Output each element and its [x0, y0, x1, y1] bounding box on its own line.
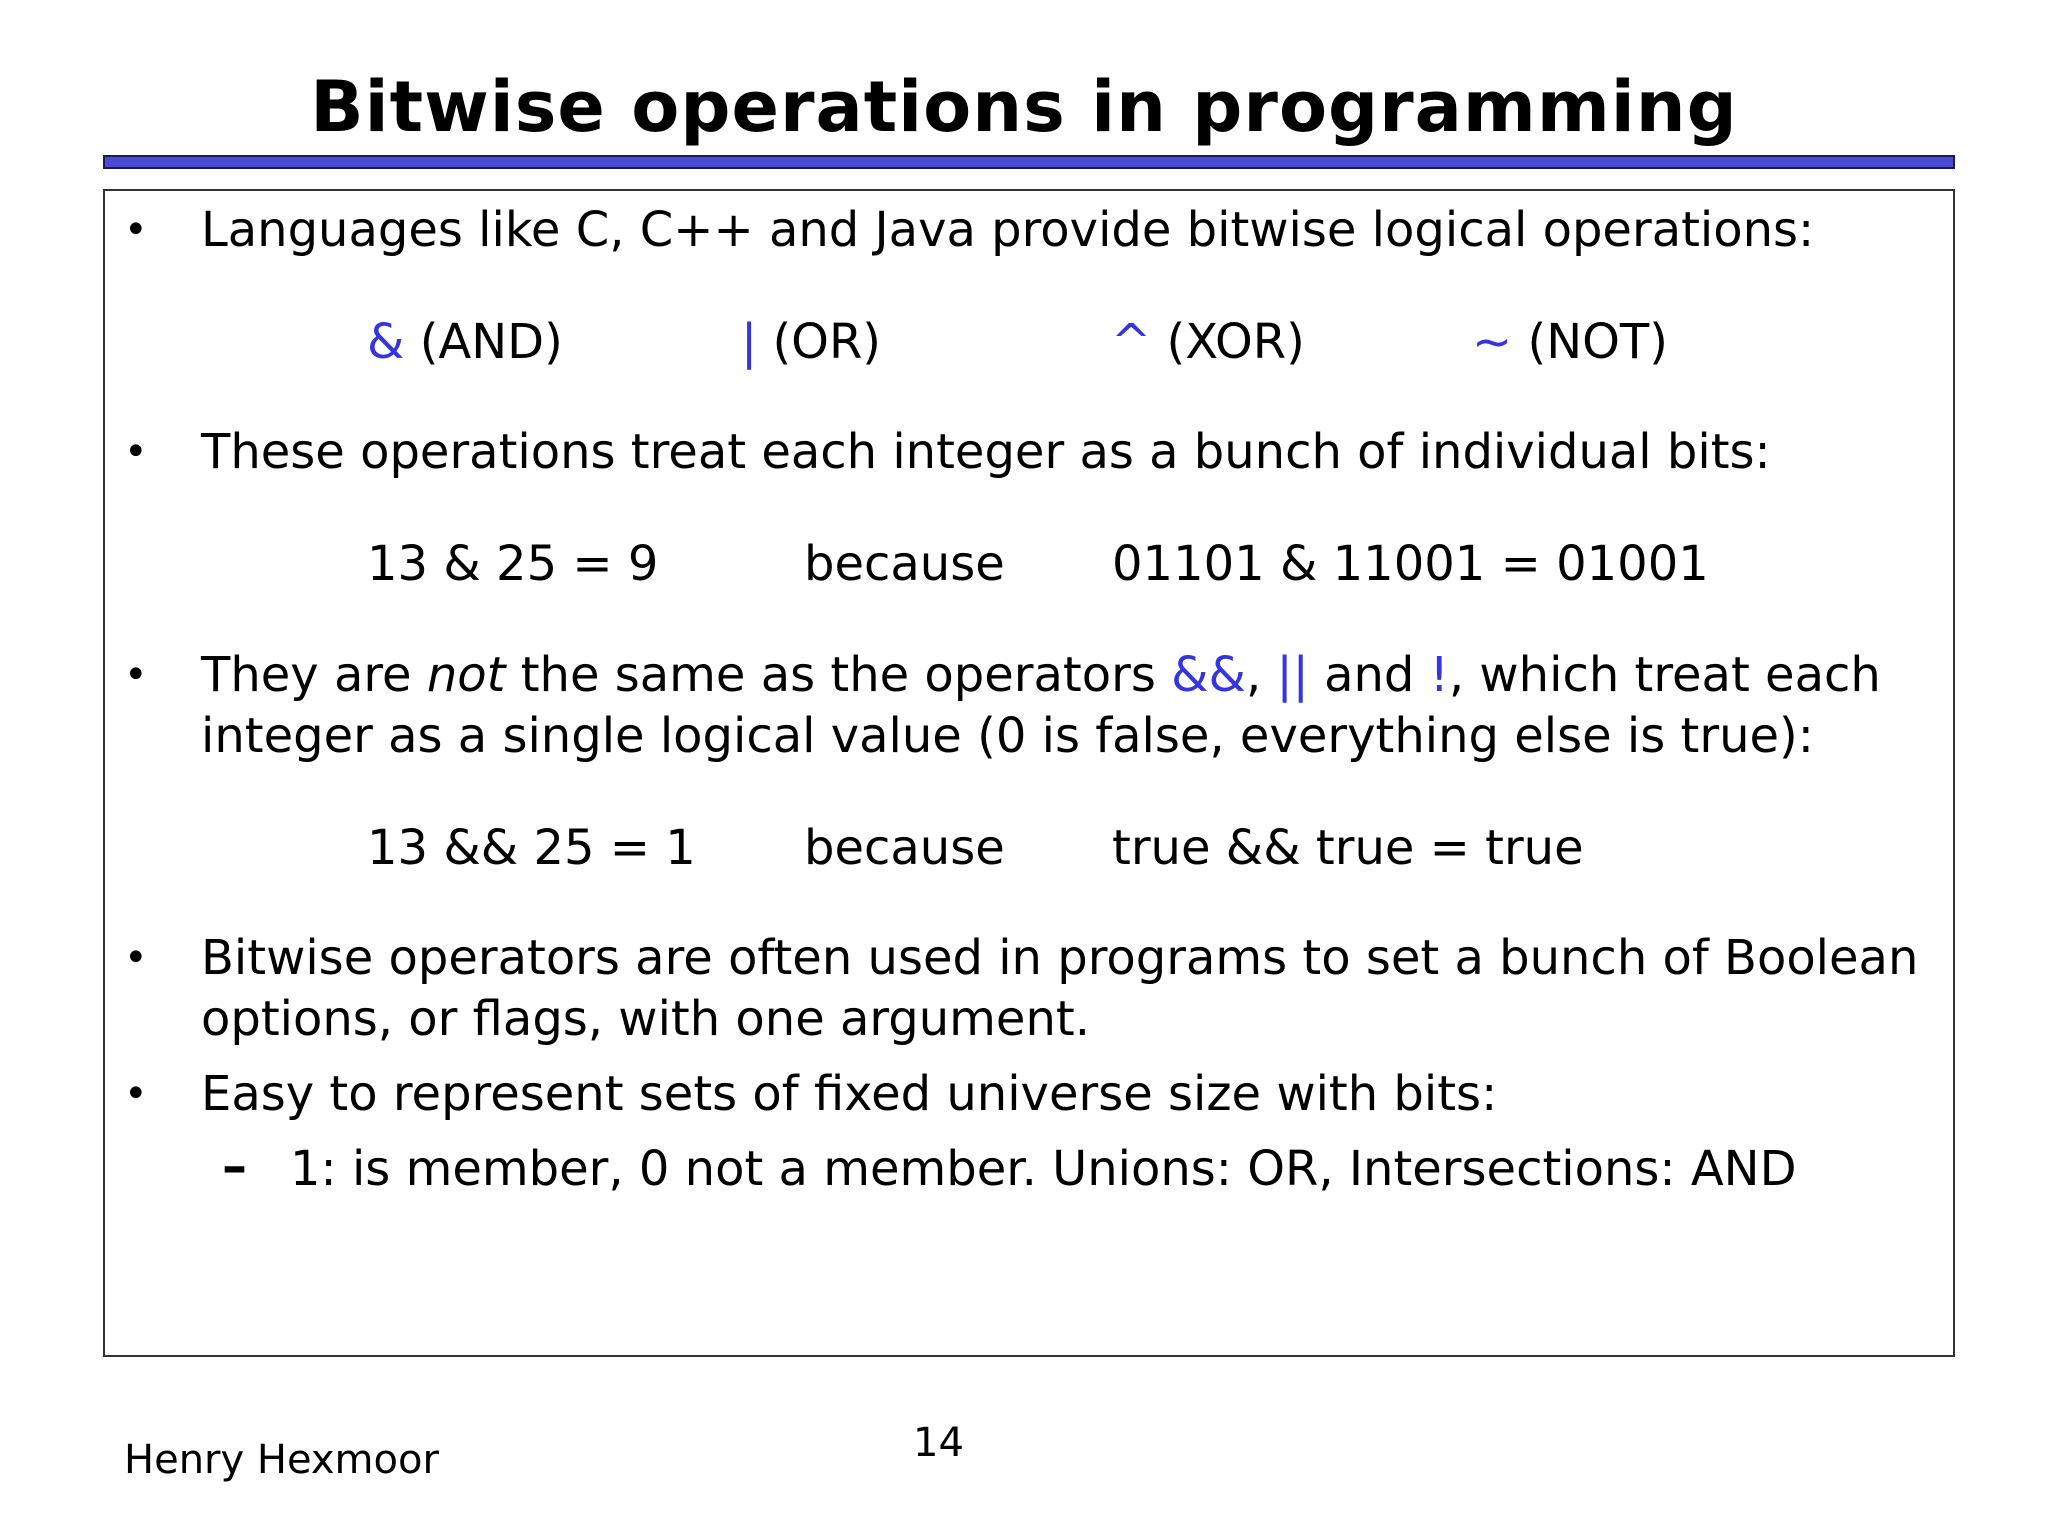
emphasis-not: not: [426, 647, 506, 703]
operator-not-symbol: ~: [1472, 314, 1513, 370]
operator-and-label: (AND): [419, 314, 563, 370]
bullet-marker: •: [124, 429, 148, 475]
logical-and-operator: &&: [1171, 647, 1246, 703]
bullet-flags-line-2: options, or flags, with one argument.: [201, 991, 1090, 1047]
bullet-languages: Languages like C, C++ and Java provide bitwise logical operations:: [201, 202, 1815, 258]
operator-not-label: (NOT): [1527, 314, 1668, 370]
operator-and-symbol: &: [367, 314, 405, 370]
sub-bullet-marker: –: [222, 1137, 247, 1195]
bullet-marker: •: [124, 935, 148, 981]
separator-and: and: [1308, 647, 1430, 703]
operator-xor: [1111, 312, 1305, 372]
bullet-logical-text-b: the same as the operators: [505, 647, 1172, 703]
logical-not-operator: !: [1429, 647, 1449, 703]
bitwise-expression: 13 & 25 = 9: [367, 536, 659, 592]
operator-or-symbol: |: [741, 314, 758, 370]
page-number: 14: [913, 1420, 964, 1466]
bitwise-because: because: [804, 536, 1005, 592]
bullet-bits: These operations treat each integer as a bunch of individual bits:: [201, 424, 1771, 480]
operator-xor-symbol: ^: [1111, 314, 1152, 370]
logical-or-operator: ||: [1276, 647, 1309, 703]
bitwise-explanation: 01101 & 11001 = 01001: [1112, 536, 1709, 592]
operator-or-label: (OR): [772, 314, 882, 370]
title-underline-bar: [103, 155, 1955, 169]
slide-title: Bitwise operations in programming: [310, 66, 1738, 148]
logical-explanation: true && true = true: [1112, 820, 1584, 876]
operator-and: [367, 312, 563, 372]
logical-because: because: [804, 820, 1005, 876]
bullet-sets: Easy to represent sets of fixed universe size with bits:: [201, 1066, 1498, 1122]
sub-bullet-membership: 1: is member, 0 not a member. Unions: OR, Intersections: AND: [290, 1141, 1797, 1197]
bullet-marker: •: [124, 207, 148, 253]
bullet-logical-text-a: They are: [201, 647, 427, 703]
operator-not: [1472, 312, 1668, 372]
bullet-logical-line-2: integer as a single logical value (0 is false, everything else is true):: [201, 708, 1814, 764]
separator-comma: ,: [1245, 647, 1277, 703]
operator-or: [741, 312, 881, 372]
logical-expression: 13 && 25 = 1: [367, 820, 696, 876]
bullet-marker: •: [124, 652, 148, 698]
operator-xor-label: (XOR): [1166, 314, 1305, 370]
bullet-logical-operators: [201, 645, 1881, 705]
bullet-flags-line-1: Bitwise operators are often used in programs to set a bunch of Boolean: [201, 930, 1919, 986]
footer-author: Henry Hexmoor: [124, 1437, 439, 1483]
bullet-logical-text-c: , which treat each: [1448, 647, 1881, 703]
bullet-marker: •: [124, 1071, 148, 1117]
